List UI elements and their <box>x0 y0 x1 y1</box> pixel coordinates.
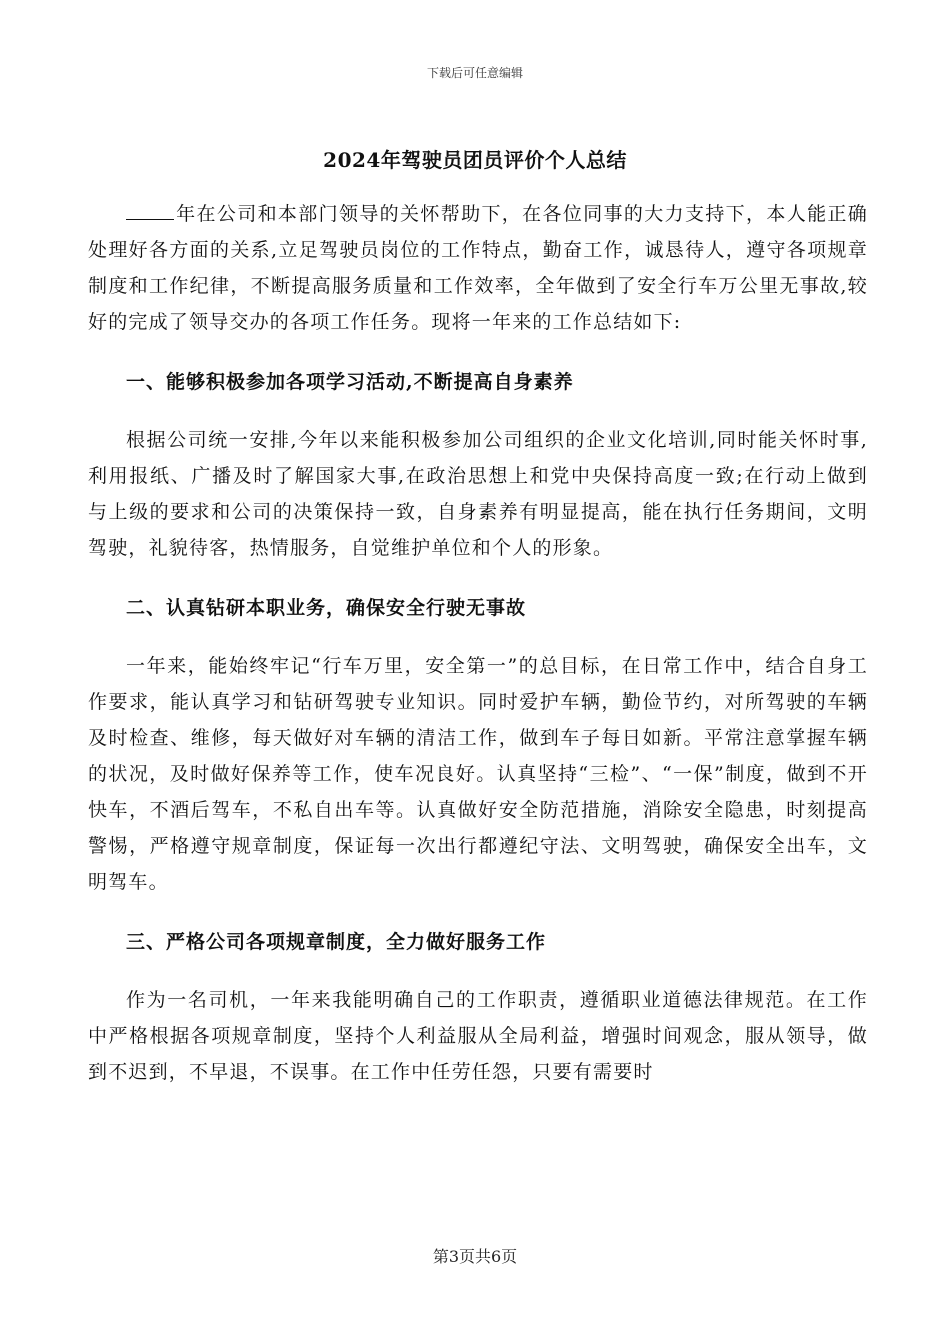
section-heading-2: 二、认真钻研本职业务，确保安全行驶无事故 <box>126 597 527 619</box>
intro-text: 年在公司和本部门领导的关怀帮助下，在各位同事的大力支持下，本人能正确处理好各方面的关系,立足驾驶员岗位的工作特点，勤奋工作，诚恳待人，遵守各项规章制度和工作纪律，不断提高服务质量和工作效率，全年做到了安全行车万公里无事故,较好的完成了领导交办的各项工作任务。现将一年来的工作总结如下: <box>88 203 868 333</box>
section-paragraph-3: 作为一名司机，一年来我能明确自己的工作职责，遵循职业道德法律规范。在工作中严格根据各项规章制度，坚持个人利益服从全局利益，增强时间观念，服从领导，做到不迟到，不早退，不误事。在工作中任劳任怨，只要有需要时 <box>88 989 868 1083</box>
header-note: 下载后可任意编辑 <box>426 66 523 80</box>
intro-paragraph <box>88 196 868 340</box>
page-number-footer: 第3页共6页 <box>432 1247 518 1266</box>
document-body <box>88 196 868 1090</box>
section-heading-1: 一、能够积极参加各项学习活动,不断提高自身素养 <box>126 371 574 393</box>
section-paragraph-2: 一年来，能始终牢记“行车万里，安全第一”的总目标，在日常工作中，结合自身工作要求，能认真学习和钻研驾驶专业知识。同时爱护车辆，勤俭节约，对所驾驶的车辆及时检查、维修，每天做好对车辆的清洁工作，做到车子每日如新。平常注意掌握车辆的状况，及时做好保养等工作，使车况良好。认真坚持“三检”、“一保”制度，做到不开快车，不酒后驾车，不私自出车等。认真做好安全防范措施，消除安全隐患，时刻提高警惕，严格遵守规章制度，保证每一次出行都遵纪守法、文明驾驶，确保安全出车，文明驾车。 <box>88 655 868 893</box>
fill-in-blank <box>126 201 174 220</box>
section-paragraph-1: 根据公司统一安排,今年以来能积极参加公司组织的企业文化培训,同时能关怀时事,利用报纸、广播及时了解国家大事,在政治思想上和党中央保持高度一致;在行动上做到与上级的要求和公司的决策保持一致，自身素养有明显提高，能在执行任务期间，文明驾驶，礼貌待客，热情服务，自觉维护单位和个人的形象。 <box>88 429 868 559</box>
section-heading-3: 三、严格公司各项规章制度，全力做好服务工作 <box>126 931 547 953</box>
document-title: 2024年驾驶员团员评价个人总结 <box>323 148 627 172</box>
